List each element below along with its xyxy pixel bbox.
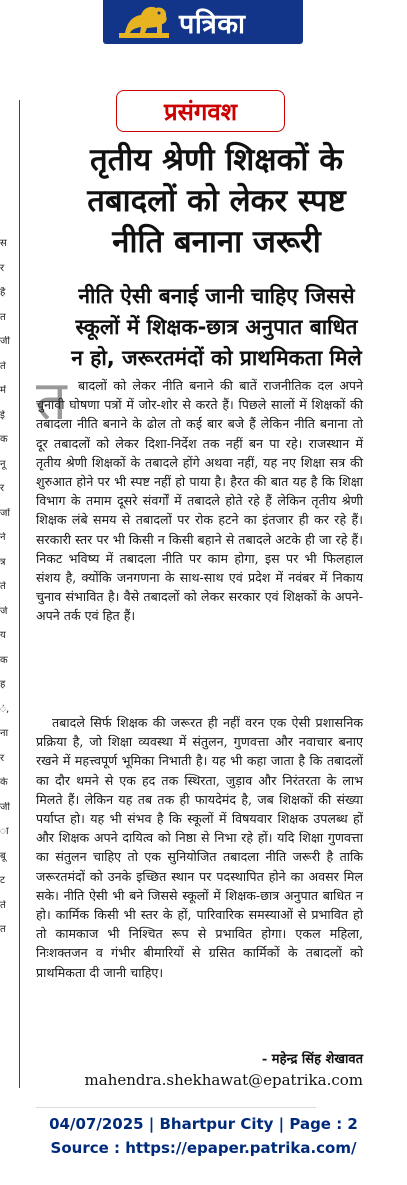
adjacent-column-fragment: ना (0, 728, 9, 739)
adjacent-column-fragment: र (0, 262, 5, 274)
adjacent-column-fragment: ते (0, 360, 6, 372)
source-footer (0, 1112, 407, 1160)
adjacent-column-fragment: जी (0, 336, 11, 347)
article-clipping (0, 88, 407, 1098)
paragraph-1: बादलों को लेकर नीति बनाने की बातें राजनीतिक दल अपने चुनावी घोषणा पत्रों में जोर-शोर से करते हैं। पिछले सालों में शिक्षकों की तबादला नीति बनाने के ढोल तो कई बार बजे हैं लेकिन नीति बनाना तो दूर तबादलों को लेकर दिशा-निर्देश तक नहीं बन पा रहे। राजस्थान में तृतीय श्रेणी शिक्षकों के तबादले होंगे अथवा नहीं, यह नए शिक्षा सत्र की शुरुआत होने पर भी स्पष्ट नहीं हो पाया है। हैरत की बात यह है कि शिक्षा विभाग के तमाम दूसरे संवर्गों में तबादले होते रहे हैं लेकिन तृतीय श्रेणी शिक्षक लंबे समय से तबादलों पर रोक हटने का इंतजार ही कर रहे हैं। सरकारी स्तर पर भी किसी न किसी बहाने से तबादले अटके ही जा रहे हैं। निकट भविष्य में तबादला नीति पर काम होगा, इस पर भी फिलहाल संशय है, क्योंकि जनगणना के साथ-साथ एवं प्रदेश में नवंबर में निकाय चुनाव संभावित है। वैसे तबादलों को लेकर सरकार एवं शिक्षकों के अपने-अपने तर्क एवं हित हैं। (36, 378, 363, 624)
adjacent-column-fragment: ते (0, 581, 6, 592)
adjacent-column-fragment: र (0, 483, 5, 494)
column-divider (19, 100, 20, 1088)
adjacent-column-fragment: जों (0, 507, 11, 519)
adjacent-column-fragment: जे (0, 605, 8, 617)
adjacent-column-fragment: ा (0, 826, 9, 837)
adjacent-column-fragment: ई (0, 409, 5, 421)
adjacent-column-fragment: नू (0, 458, 6, 470)
byline: - महेन्द्र सिंह शेखावत (261, 1052, 363, 1067)
adjacent-column-fragment: बू (0, 850, 6, 862)
bottom-rule (36, 1107, 316, 1108)
adjacent-column-fragment: त (0, 924, 6, 935)
adjacent-column-fragment: ने (0, 532, 6, 543)
adjacent-column-fragment: में (0, 385, 6, 396)
adjacent-column-fragment: त (0, 311, 6, 323)
lion-emblem-icon (115, 2, 173, 42)
adjacent-column-fragment: क (0, 434, 8, 445)
drop-cap: त (36, 369, 67, 432)
kicker-label: प्रसंगवश (163, 97, 238, 126)
footer-source-line: Source : https://epaper.patrika.com/ (50, 1139, 357, 1157)
adjacent-column-edge (0, 88, 16, 1098)
adjacent-column-fragment: ते (0, 899, 6, 911)
adjacent-column-fragment: स (0, 238, 7, 249)
adjacent-column-fragment: ट (0, 875, 6, 886)
adjacent-column-fragment: क (0, 654, 8, 666)
adjacent-column-fragment: र (0, 752, 5, 764)
author-email: mahendra.shekhawat@epatrika.com (84, 1071, 363, 1089)
adjacent-column-fragment: ह (0, 679, 6, 690)
adjacent-column-fragment: त्र (0, 556, 6, 568)
kicker-box (116, 90, 285, 132)
adjacent-column-fragment: है (0, 287, 6, 298)
adjacent-column-fragment: जी (0, 801, 11, 813)
headline: तृतीय श्रेणी शिक्षकों के तबादलों को लेकर स्पष्ट नीति बनाना जरूरी (87, 142, 346, 260)
masthead-name: पत्रिका (179, 8, 246, 40)
adjacent-column-fragment: य (0, 630, 6, 641)
adjacent-column-fragment: के (0, 777, 8, 788)
subheadline: नीति ऐसी बनाई जानी चाहिए जिससे स्कूलों में शिक्षक-छात्र अनुपात बाधित न हो, जरूरतमंदों को प्राथमिकता मिले (71, 284, 362, 370)
paragraph-2: तबादले सिर्फ शिक्षक की जरूरत ही नहीं वरन एक ऐसी प्रशासनिक प्रक्रिया है, जो शिक्षा व्यवस्था में संतुलन, गुणवत्ता और नवाचार बनाए रखने में महत्त्वपूर्ण भूमिका निभाती है। यह भी कहा जाता है कि तबादलों का दौर थमने से एक हद तक स्थिरता, जुड़ाव और निरंतरता के लाभ मिलते हैं। लेकिन यह तब तक ही फायदेमंद है, जब शिक्षकों की संख्या पर्याप्त हो। यह भी संभव है कि स्कूलों में विषयवार शिक्षक उपलब्ध हों और शिक्षक अपने दायित्व को निष्ठा से निभा रहे हों। यदि शिक्षा गुणवत्ता का संतुलन चाहिए तो एक सुनियोजित तबादला नीति जरूरी है ताकि जरूरतमंदों को उनके इच्छित स्थान पर पदस्थापित होने का अवसर मिल सके। नीति ऐसी भी बने जिससे स्कूलों में शिक्षक-छात्र अनुपात बाधित न हो। कार्मिक किसी भी स्तर के हों, पारिवारिक समस्याओं से प्रभावित हो तो कामकाज भी निश्चित रूप से प्रभावित होगा। एकल महिला, निःशक्तजन व गंभीर बीमारियों से ग्रसित कार्मिकों के तबादलों को प्राथमिकता दी जानी चाहिए। (36, 715, 363, 980)
footer-date-line: 04/07/2025 | Bhartpur City | Page : 2 (49, 1115, 358, 1133)
adjacent-column-fragment: ं, (0, 703, 10, 715)
masthead (103, 0, 303, 44)
